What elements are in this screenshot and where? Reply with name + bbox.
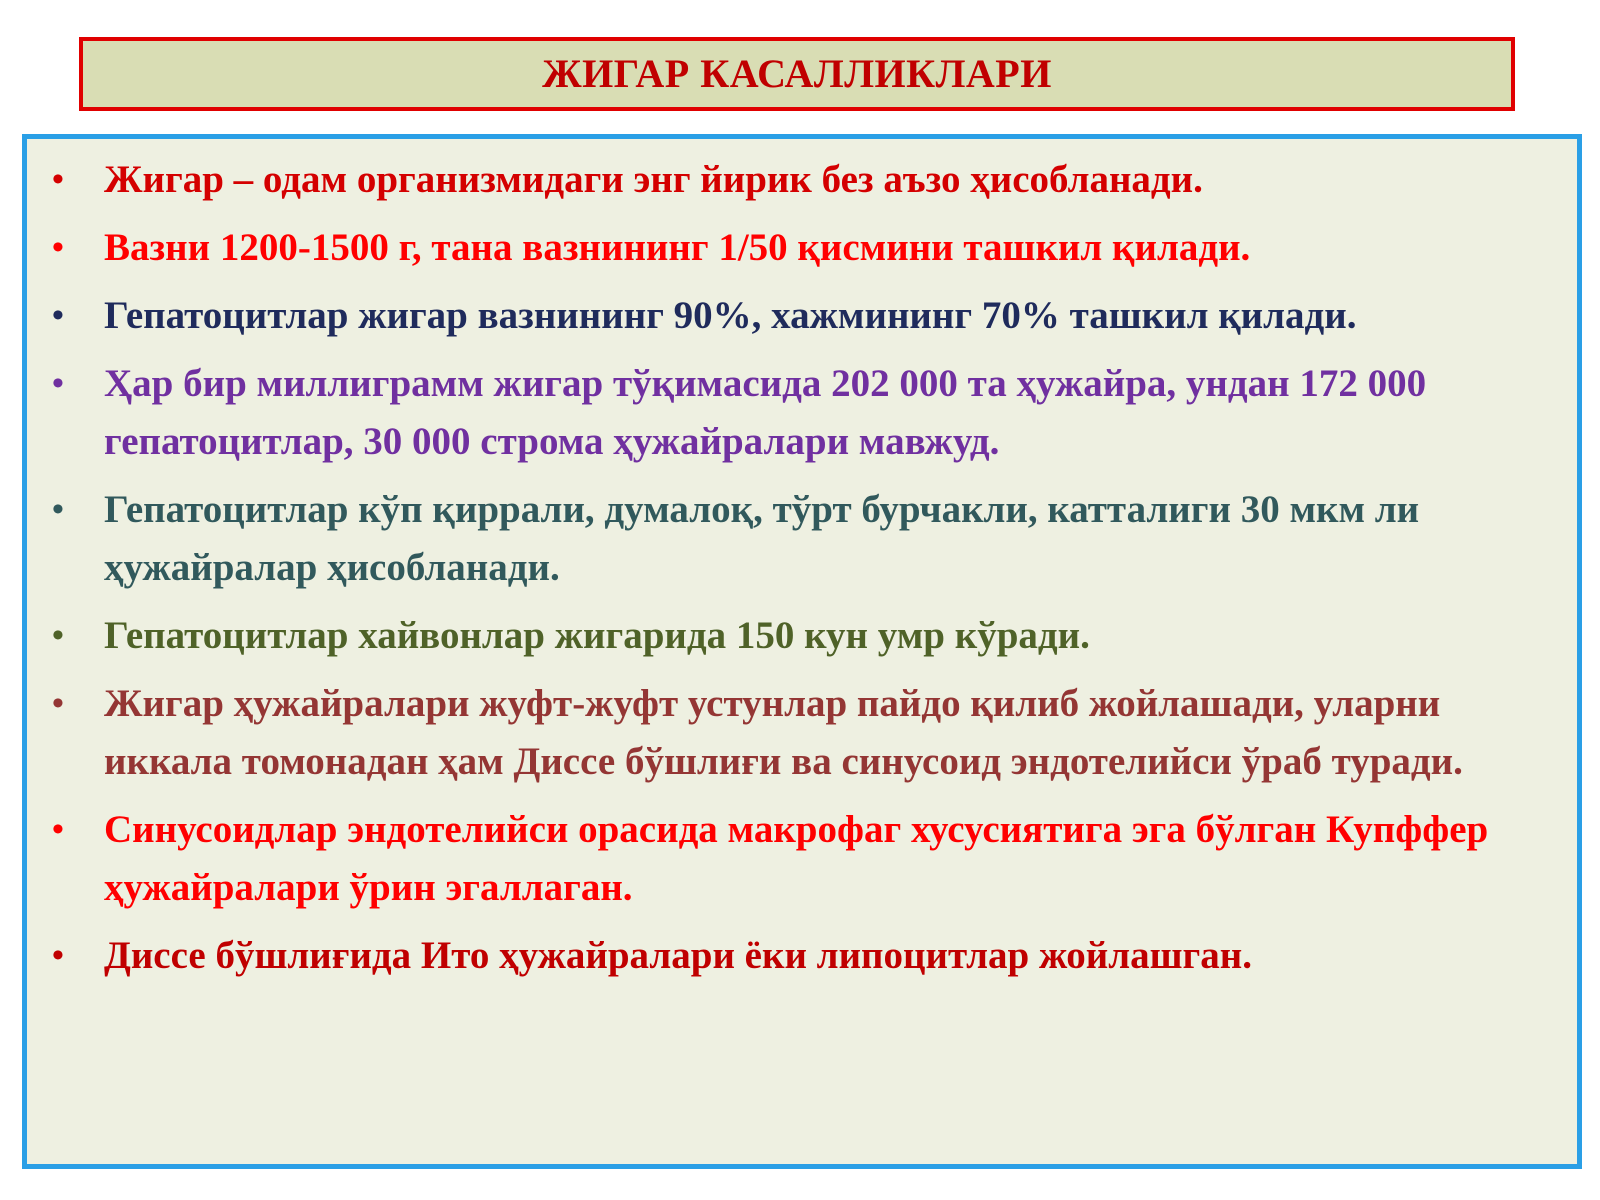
bullet-text: Жигар ҳужайралари жуфт-жуфт устунлар пайдо қилиб жойлашади, уларни иккала томонадан ҳам Диссе бўшлиғи ва синусоид эндотелийси ўраб туради. xyxy=(104,682,1463,783)
bullet-item xyxy=(27,675,1577,791)
bullet-marker: • xyxy=(52,937,64,974)
bullet-item xyxy=(27,801,1577,917)
bullet-item xyxy=(27,219,1577,277)
bullet-item xyxy=(27,481,1577,597)
bullet-text: Жигар – одам организмидаги энг йирик без аъзо ҳисобланади. xyxy=(104,158,1203,201)
bullet-marker: • xyxy=(52,617,64,654)
bullet-text: Вазни 1200-1500 г, тана вазнининг 1/50 қисмини ташкил қилади. xyxy=(104,226,1251,269)
bullet-list xyxy=(27,151,1577,995)
bullet-marker: • xyxy=(52,811,64,848)
bullet-marker: • xyxy=(52,685,64,722)
bullet-marker: • xyxy=(52,229,64,266)
bullet-text: Диссе бўшлиғида Ито ҳужайралари ёки липоцитлар жойлашган. xyxy=(104,934,1252,977)
bullet-item xyxy=(27,151,1577,209)
bullet-item xyxy=(27,927,1577,985)
bullet-text: Гепатоцитлар кўп қиррали, думалоқ, тўрт бурчакли, катталиги 30 мкм ли ҳужайралар ҳисобланади. xyxy=(104,488,1420,589)
bullet-text: Ҳар бир миллиграмм жигар тўқимасида 202 000 та ҳужайра, ундан 172 000 гепатоцитлар, 30 000 строма ҳужайралари мавжуд. xyxy=(104,362,1427,463)
content-box xyxy=(22,134,1582,1169)
bullet-text: Гепатоцитлар жигар вазнининг 90%, хажмининг 70% ташкил қилади. xyxy=(104,294,1357,337)
slide-title-box xyxy=(79,37,1515,111)
bullet-text: Гепатоцитлар хайвонлар жигарида 150 кун умр кўради. xyxy=(104,614,1090,657)
bullet-marker: • xyxy=(52,297,64,334)
bullet-text: Синусоидлар эндотелийси орасида макрофаг хусусиятига эга бўлган Купффер ҳужайралари ўрин эгаллаган. xyxy=(104,808,1489,909)
bullet-marker: • xyxy=(52,491,64,528)
bullet-item xyxy=(27,287,1577,345)
bullet-item xyxy=(27,607,1577,665)
bullet-item xyxy=(27,355,1577,471)
bullet-marker: • xyxy=(52,365,64,402)
bullet-marker: • xyxy=(52,161,64,198)
slide-title: ЖИГАР КАСАЛЛИКЛАРИ xyxy=(542,51,1052,96)
